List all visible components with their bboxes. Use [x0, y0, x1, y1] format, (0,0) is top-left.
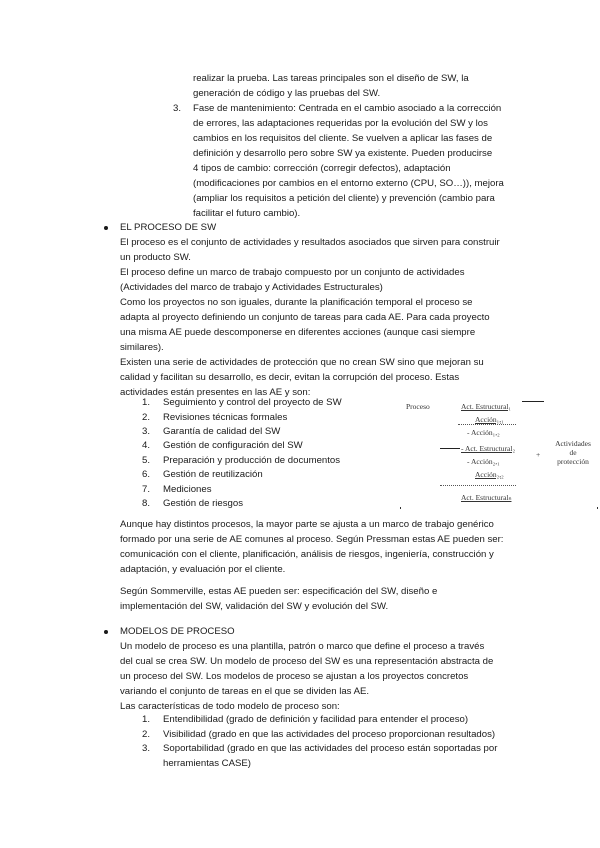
list-item: 8. Gestión de riesgos — [142, 498, 243, 509]
text-line: (modificaciones por cambios en el entorno externo (CPU, SO…)), mejora — [193, 178, 504, 189]
text-line: adaptación, y evaluación por el cliente. — [120, 564, 286, 575]
bullet-dot — [104, 630, 108, 634]
text-line: facilitar el futuro cambio). — [193, 208, 301, 219]
text-line: comunicación con el cliente, planificación, análisis de riesgos, ingeniería, construcción y — [120, 549, 494, 560]
list-item: 2. Revisiones técnicas formales — [142, 412, 288, 423]
text-line: Un modelo de proceso es una plantilla, patrón o marco que define el proceso a través — [120, 641, 485, 652]
text-line: un producto SW. — [120, 252, 191, 263]
phase3-text — [193, 101, 518, 221]
section-heading-proceso: EL PROCESO DE SW — [120, 222, 217, 233]
list-item-continuation: herramientas CASE) — [163, 758, 251, 769]
after-list-paragraph-2 — [120, 584, 518, 614]
text-line: (ampliar los requisitos a petición del cliente) y prevención (cambio para — [193, 193, 495, 204]
diagram-plus: + — [536, 450, 541, 459]
diagram-accion2b: Acción₂,₂ — [475, 470, 504, 479]
diagram-aen: Act. Estructuralₙ — [461, 493, 512, 502]
text-line: adapta al proyecto definiendo un conjunto de tareas para cada AE. Para cada proyecto — [120, 312, 490, 323]
section-heading-modelos: MODELOS DE PROCESO — [120, 626, 235, 637]
diagram-label-proceso: Proceso — [406, 402, 430, 411]
diagram-protection-label: Actividades de protección — [555, 439, 591, 466]
list-item: 2. Visibilidad (grado en que las actividades del proceso proporcionan resultados) — [142, 729, 496, 740]
text-line: del cual se crea SW. Un modelo de proceso del SW es una representación abstracta de — [120, 656, 494, 667]
proceso-paragraphs — [120, 235, 516, 400]
text-line: Como los proyectos no son iguales, durante la planificación temporal el proceso se — [120, 297, 473, 308]
text-line: variando el conjunto de tareas en el que se dividen las AE. — [120, 686, 370, 697]
text-line: similares). — [120, 342, 164, 353]
text-line: Las características de todo modelo de proceso son: — [120, 701, 340, 712]
text-line: El proceso es el conjunto de actividades y resultados asociados que sirven para construir — [120, 237, 500, 248]
list-item: 6. Gestión de reutilización — [142, 469, 263, 480]
text-line: 4 tipos de cambio: corrección (corregir defectos), adaptación — [193, 163, 451, 174]
after-list-paragraph-1 — [120, 517, 520, 577]
list-item: 3. Garantía de calidad del SW — [142, 426, 281, 437]
text-line: Según Sommerville, estas AE pueden ser: especificación del SW, diseño e — [120, 586, 438, 597]
diagram-line — [440, 448, 460, 449]
diagram-dotted-line — [458, 424, 516, 425]
list-item: 5. Preparación y producción de documentos — [142, 455, 341, 466]
text-line: calidad y facilitan su desarrollo, es decir, evitan la corrupción del proceso. Estas — [120, 372, 460, 383]
text-line: (Actividades del marco de trabajo y Actividades Estructurales) — [120, 282, 383, 293]
modelos-paragraph — [120, 639, 517, 714]
top-continuation — [193, 71, 516, 101]
diagram-accion1b: - Acción₁,₂ — [467, 428, 500, 437]
text-line: un proceso del SW. Los modelos de proceso se ajustan a los proyectos concretos — [120, 671, 469, 682]
list-item: 7. Mediciones — [142, 484, 212, 495]
text-line: realizar la prueba. Las tareas principales son el diseño de SW, la — [193, 73, 469, 84]
list-item: 1. Entendibilidad (grado de definición y facilidad para entender el proceso) — [142, 714, 469, 725]
text-line: cambios en los requisitos del cliente. Se vuelven a aplicar las fases de — [193, 133, 493, 144]
diagram-ae1: Act. Estructural₁ — [461, 402, 512, 411]
text-line: generación de código y las pruebas del SW. — [193, 88, 381, 99]
diagram-mark — [597, 507, 598, 509]
text-line: formado por una serie de AE comunes al proceso. Según Pressman estas AE pueden ser: — [120, 534, 504, 545]
text-line: una misma AE puede descomponerse en diferentes acciones (aunque casi siempre — [120, 327, 476, 338]
text-line: Aunque hay distintos procesos, la mayor parte se ajusta a un marco de trabajo genérico — [120, 519, 494, 530]
bullet-dot — [104, 226, 108, 230]
text-line: de errores, las adaptaciones requeridas por la evolución del SW y los — [193, 118, 488, 129]
diagram-mark — [400, 507, 401, 509]
diagram-accion1: Acción₁,₁ — [475, 415, 504, 424]
text-line: actividades están presentes en las AE y son: — [120, 387, 311, 398]
text-line: implementación del SW, validación del SW y evolución del SW. — [120, 601, 389, 612]
text-line: El proceso define un marco de trabajo compuesto por un conjunto de actividades — [120, 267, 465, 278]
phase3-number: 3. — [173, 103, 182, 114]
list-item: 4. Gestión de configuración del SW — [142, 440, 303, 451]
list-item: 1. Seguimiento y control del proyecto de SW — [142, 397, 342, 408]
text-line: definición y desarrollo pero sobre SW ya existente. Pueden producirse — [193, 148, 493, 159]
text-line: Existen una serie de actividades de protección que no crean SW sino que mejoran su — [120, 357, 484, 368]
diagram-dotted-line — [440, 485, 516, 486]
diagram-ae2: - Act. Estructural₂ — [461, 444, 516, 453]
diagram-accion2: - Acción₂,₁ — [467, 457, 500, 466]
text-line: Fase de mantenimiento: Centrada en el cambio asociado a la corrección — [193, 103, 502, 114]
list-item: 3. Soportabilidad (grado en que las actividades del proceso están soportadas por — [142, 743, 498, 754]
diagram-line — [522, 401, 544, 402]
